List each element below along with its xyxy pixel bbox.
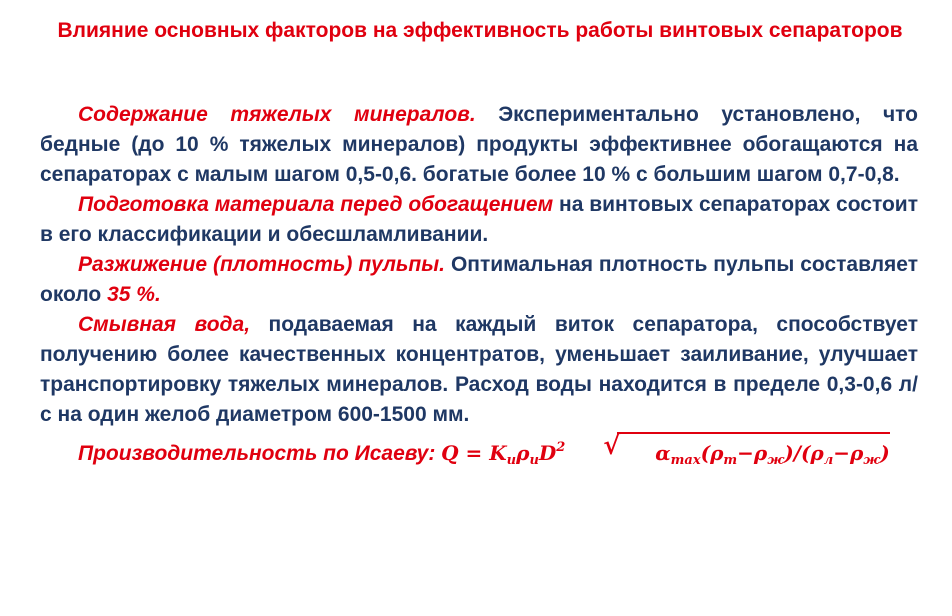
paragraph-heavy-minerals bbox=[40, 100, 918, 190]
formula-rho-l: )/(ρ bbox=[784, 441, 824, 465]
formula-close-paren: ) bbox=[880, 441, 890, 465]
formula-d: D bbox=[538, 441, 557, 465]
formula-sqrt bbox=[565, 432, 889, 479]
formula-l-subscript: л bbox=[823, 453, 834, 468]
term-productivity: Производительность по Исаеву: bbox=[78, 442, 436, 465]
formula-alpha: α bbox=[655, 441, 671, 465]
paragraph-pulp-density bbox=[40, 250, 918, 310]
formula-rho-zh-1: −ρ bbox=[737, 441, 768, 465]
slide-title: Влияние основных факторов на эффективность работы винтовых сепараторов bbox=[57, 19, 903, 42]
formula-d-superscript: 2 bbox=[556, 440, 566, 455]
formula-t-subscript: т bbox=[723, 453, 738, 468]
text-preparation: на винтовых сепараторах состоит в его классификации и обесшламливании. bbox=[40, 193, 918, 246]
formula-rho: ρ bbox=[516, 441, 530, 465]
formula-zh-subscript-1: ж bbox=[767, 453, 785, 468]
value-pulp-density: 35 %. bbox=[107, 283, 161, 306]
formula-lhs: Q = K bbox=[441, 441, 507, 465]
productivity-formula bbox=[441, 431, 890, 468]
slide-body bbox=[40, 100, 918, 479]
formula-rho-subscript: и bbox=[529, 453, 539, 468]
text-heavy-minerals: Экспериментально установлено, что бедные (до 10 % тяжелых минералов) продукты эффективнее обогащаются на сепараторах с малым шагом 0,5-0,6. богатые более 10 % с большим шагом 0,7-0,8. bbox=[40, 103, 919, 186]
sqrt-sign-icon: √ bbox=[603, 431, 621, 461]
formula-alpha-subscript: max bbox=[670, 453, 701, 468]
formula-k-subscript: и bbox=[506, 453, 517, 468]
formula-radicand bbox=[617, 432, 889, 479]
formula-zh-subscript-2: ж bbox=[863, 453, 881, 468]
paragraph-productivity bbox=[40, 430, 918, 479]
paragraph-wash-water bbox=[40, 310, 918, 430]
text-pulp-density: Оптимальная плотность пульпы составляет около bbox=[40, 253, 918, 306]
text-wash-water: подаваемая на каждый виток сепаратора, способствует получению более качественных концентратов, уменьшает заиливание, улучшает транспортировку тяжелых минералов. Расход воды находится в пределе 0,3-0,6 л/с на один желоб диаметром 600-1500 мм. bbox=[40, 313, 918, 426]
term-preparation: Подготовка материала перед обогащением bbox=[78, 193, 554, 216]
term-wash-water: Смывная вода, bbox=[78, 313, 251, 336]
formula-rho-t: (ρ bbox=[700, 441, 724, 465]
formula-rho-zh-2: −ρ bbox=[833, 441, 864, 465]
paragraph-preparation bbox=[40, 190, 918, 250]
term-pulp-density: Разжижение (плотность) пульпы. bbox=[78, 253, 445, 276]
term-heavy-minerals: Содержание тяжелых минералов. bbox=[78, 103, 476, 126]
